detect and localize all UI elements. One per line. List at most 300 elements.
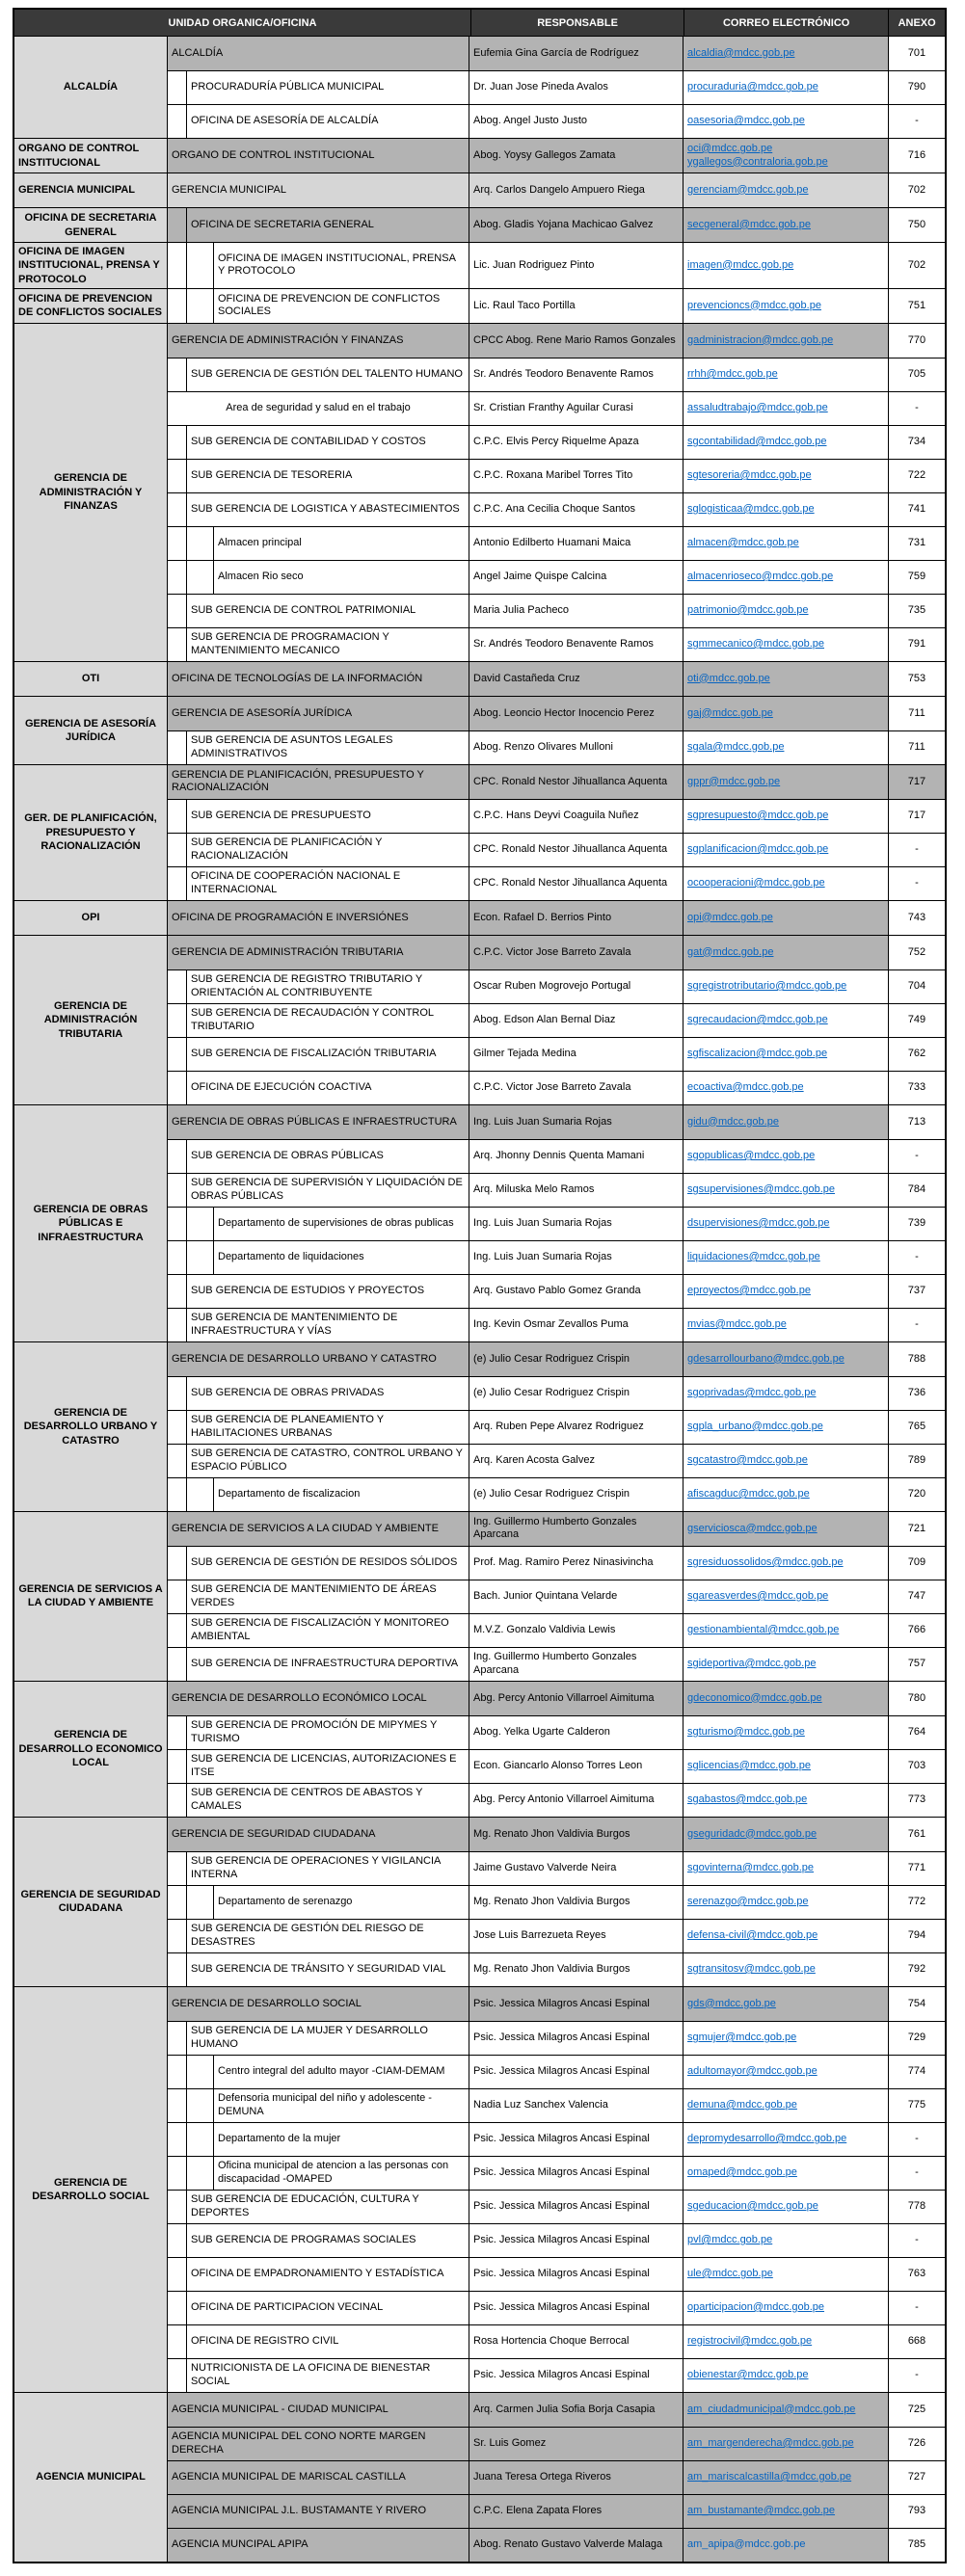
email-link[interactable]: prevencioncs@mdcc.gob.pe: [687, 299, 821, 311]
responsable-cell: Abog. Leoncio Hector Inocencio Perez: [469, 697, 684, 730]
correo-cell: [684, 2258, 889, 2291]
anexo-cell: 772: [907, 1896, 926, 1908]
directory-table: [13, 8, 947, 2563]
group-label: GERENCIA DE OBRAS PÚBLICAS E INFRAESTRUCTURA: [14, 1105, 168, 1341]
indent-spacer: [168, 800, 187, 833]
anexo-cell: 722: [907, 469, 926, 482]
office-name: OFICINA DE TECNOLOGÍAS DE LA INFORMACIÓN: [172, 672, 423, 684]
office-cell: [168, 2428, 469, 2460]
table-row: [168, 1952, 945, 1986]
email-link[interactable]: oparticipacion@mdcc.gob.pe: [687, 2301, 825, 2314]
office-cell: [168, 867, 469, 900]
email-link[interactable]: assaludtrabajo@mdcc.gob.pe: [687, 402, 828, 414]
email-link[interactable]: afiscagduc@mdcc.gob.pe: [687, 1488, 810, 1500]
responsable-cell: Sr. Cristian Franthy Aguilar Curasi: [469, 392, 684, 425]
office-name: GERENCIA DE OBRAS PÚBLICAS E INFRAESTRUCTURA: [172, 1115, 457, 1128]
office-cell: [168, 834, 469, 866]
office-name: SUB GERENCIA DE FISCALIZACIÓN TRIBUTARIA: [191, 1048, 437, 1060]
email-link[interactable]: sgcatastro@mdcc.gob.pe: [687, 1454, 808, 1467]
email-link[interactable]: ocooperacioni@mdcc.gob.pe: [687, 877, 825, 890]
email-link[interactable]: am_ciudadmunicipal@mdcc.gob.pe: [687, 2403, 856, 2415]
email-link[interactable]: sgideportiva@mdcc.gob.pe: [687, 1658, 817, 1670]
anexo-cell: 784: [907, 1183, 926, 1196]
indent-spacer: [168, 1004, 187, 1037]
group-label: GER. DE PLANIFICACIÓN, PRESUPUESTO Y RACIONALIZACIÓN: [14, 765, 168, 900]
correo-cell: [684, 2089, 889, 2122]
anexo-cell: -: [915, 115, 919, 127]
email-link[interactable]: adultomayor@mdcc.gob.pe: [687, 2065, 818, 2078]
table-row: [168, 324, 945, 358]
email-link[interactable]: gdeconomico@mdcc.gob.pe: [687, 1691, 822, 1704]
office-cell: [168, 1614, 469, 1647]
office-cell: [168, 359, 469, 391]
anexo-cell: 702: [907, 258, 926, 271]
office-name: GERENCIA DE SERVICIOS A LA CIUDAD Y AMBIENTE: [172, 1522, 439, 1534]
email-link[interactable]: gds@mdcc.gob.pe: [687, 1997, 776, 2009]
email-link[interactable]: oci@mdcc.gob.pe: [687, 142, 773, 154]
responsable-cell: Ing. Kevin Osmar Zevallos Puma: [469, 1309, 684, 1341]
group-label: GERENCIA DE SERVICIOS A LA CIUDAD Y AMBIENTE: [14, 1512, 168, 1681]
responsable-cell: C.P.C. Roxana Maribel Torres Tito: [469, 460, 684, 492]
office-cell: [168, 139, 469, 173]
email-link[interactable]: eproyectos@mdcc.gob.pe: [687, 1285, 811, 1297]
office-name: SUB GERENCIA DE REGISTRO TRIBUTARIO Y ORIENTACIÓN AL CONTRIBUYENTE: [191, 973, 423, 998]
table-row: [168, 1512, 945, 1546]
email-link[interactable]: sgplanificacion@mdcc.gob.pe: [687, 843, 829, 856]
correo-cell: [684, 901, 889, 935]
office-cell: [168, 697, 469, 730]
group-rows: [168, 289, 945, 323]
office-cell: [168, 1241, 469, 1274]
column-header-responsable: RESPONSABLE: [471, 10, 684, 36]
responsable-cell: Antonio Edilberto Huamani Maica: [469, 527, 684, 560]
unit-group: [14, 323, 945, 661]
table-row: [168, 697, 945, 730]
table-row: [168, 627, 945, 661]
unit-group: [14, 900, 945, 935]
email-link[interactable]: almacen@mdcc.gob.pe: [687, 537, 799, 549]
table-row: [168, 358, 945, 391]
group-label: GERENCIA DE DESARROLLO ECONOMICO LOCAL: [14, 1682, 168, 1817]
table-row: [168, 2055, 945, 2088]
office-name: SUB GERENCIA DE OBRAS PÚBLICAS: [191, 1150, 384, 1162]
table-row: [168, 1613, 945, 1647]
group-label: GERENCIA DE ADMINISTRACIÓN Y FINANZAS: [14, 324, 168, 661]
office-name: Departamento de la mujer: [218, 2133, 341, 2145]
email-link[interactable]: gerenciam@mdcc.gob.pe: [687, 183, 809, 196]
indent-spacer: [187, 527, 214, 560]
indent-spacer: [168, 2123, 187, 2156]
email-link[interactable]: demuna@mdcc.gob.pe: [687, 2099, 797, 2111]
email-link[interactable]: ygallegos@contraloria.gob.pe: [687, 155, 828, 168]
office-cell: [168, 1716, 469, 1749]
indent-spacer: [168, 1072, 187, 1104]
email-link[interactable]: rrhh@mdcc.gob.pe: [687, 368, 778, 381]
correo-cell: [684, 2022, 889, 2055]
correo-cell: [684, 1241, 889, 1274]
office-cell: [168, 595, 469, 627]
email-link[interactable]: gppr@mdcc.gob.pe: [687, 775, 781, 787]
indent-spacer: [168, 1174, 187, 1207]
indent-spacer: [187, 1208, 214, 1240]
column-header-correo: CORREO ELECTRÓNICO: [684, 10, 889, 36]
office-name: SUB GERENCIA DE GESTIÓN DE RESIDOS SÓLIDOS: [191, 1556, 458, 1569]
indent-spacer: [168, 359, 187, 391]
responsable-cell: Psic. Jessica Milagros Ancasi Espinal: [469, 2224, 684, 2257]
anexo-cell: 735: [907, 604, 926, 617]
correo-cell: [684, 1818, 889, 1851]
anexo-cell: -: [915, 2301, 919, 2314]
email-link[interactable]: sgtesoreria@mdcc.gob.pe: [687, 469, 812, 482]
email-link[interactable]: registrocivil@mdcc.gob.pe: [687, 2335, 813, 2348]
indent-spacer: [187, 243, 214, 288]
indent-spacer: [168, 1648, 187, 1681]
office-cell: [168, 2495, 469, 2528]
email-link[interactable]: omaped@mdcc.gob.pe: [687, 2166, 797, 2179]
office-cell: [168, 561, 469, 594]
anexo-cell: 736: [907, 1387, 926, 1399]
office-cell: [168, 731, 469, 764]
table-row: [168, 2494, 945, 2528]
indent-spacer: [168, 2325, 187, 2358]
email-link[interactable]: sgcontabilidad@mdcc.gob.pe: [687, 436, 827, 448]
anexo-cell: 764: [907, 1726, 926, 1739]
email-link[interactable]: sgovinterna@mdcc.gob.pe: [687, 1862, 815, 1874]
responsable-cell: Sr. Andrés Teodoro Benavente Ramos: [469, 359, 684, 391]
responsable-cell: M.V.Z. Gonzalo Valdivia Lewis: [469, 1614, 684, 1647]
table-row: [168, 1274, 945, 1308]
anexo-cell: 716: [907, 148, 926, 161]
correo-cell: [684, 595, 889, 627]
responsable-cell: Mg. Renato Jhon Valdivia Burgos: [469, 1953, 684, 1986]
office-cell: [168, 2022, 469, 2055]
email-link[interactable]: depromydesarrollo@mdcc.gob.pe: [687, 2133, 847, 2145]
anexo-cell: 794: [907, 1929, 926, 1942]
email-link[interactable]: gseguridadc@mdcc.gob.pe: [687, 1827, 818, 1840]
table-row: [168, 1037, 945, 1071]
indent-spacer: [168, 561, 187, 594]
email-link[interactable]: sgturismo@mdcc.gob.pe: [687, 1726, 805, 1739]
table-row: [168, 936, 945, 969]
office-cell: [168, 1478, 469, 1511]
correo-cell: [684, 1411, 889, 1444]
group-rows: [168, 662, 945, 696]
email-link[interactable]: alcaldia@mdcc.gob.pe: [687, 46, 795, 59]
email-link[interactable]: sgmmecanico@mdcc.gob.pe: [687, 638, 825, 651]
office-name: SUB GERENCIA DE TESORERIA: [191, 469, 353, 482]
email-link[interactable]: sgresiduossolidos@mdcc.gob.pe: [687, 1556, 844, 1569]
table-row: [168, 391, 945, 425]
responsable-cell: Abog. Renzo Olivares Mulloni: [469, 731, 684, 764]
unit-group: [14, 764, 945, 900]
correo-cell: [684, 208, 889, 242]
indent-spacer: [168, 1886, 187, 1919]
indent-spacer: [168, 595, 187, 627]
correo-cell: [684, 426, 889, 459]
office-cell: [168, 2292, 469, 2324]
group-label: OFICINA DE SECRETARIA GENERAL: [14, 208, 168, 242]
anexo-cell: 770: [907, 333, 926, 346]
indent-spacer: [168, 628, 187, 661]
office-cell: [168, 2089, 469, 2122]
group-label: GERENCIA MUNICIPAL: [14, 173, 168, 207]
group-label: GERENCIA DE ASESORÍA JURÍDICA: [14, 697, 168, 764]
indent-spacer: [168, 1478, 187, 1511]
email-link[interactable]: secgeneral@mdcc.gob.pe: [687, 218, 811, 230]
correo-cell: [684, 359, 889, 391]
office-name: AGENCIA MUNICIPAL DEL CONO NORTE MARGEN DERECHA: [172, 2430, 426, 2456]
office-name: Defensoria municipal del niño y adolescente - DEMUNA: [218, 2092, 432, 2117]
anexo-cell: 743: [907, 911, 926, 923]
office-name: AGENCIA MUNICIPAL DE MARISCAL CASTILLA: [172, 2471, 406, 2483]
responsable-cell: C.P.C. Ana Cecilia Choque Santos: [469, 493, 684, 526]
anexo-cell: 788: [907, 1352, 926, 1365]
correo-cell: [684, 2056, 889, 2088]
email-link[interactable]: sgtransitosv@mdcc.gob.pe: [687, 1963, 816, 1976]
unit-group: [14, 2392, 945, 2562]
responsable-cell: David Castañeda Cruz: [469, 662, 684, 696]
responsable-cell: Lic. Juan Rodriguez Pinto: [469, 243, 684, 288]
email-link[interactable]: sgmujer@mdcc.gob.pe: [687, 2032, 797, 2044]
responsable-cell: Dr. Juan Jose Pineda Avalos: [469, 71, 684, 104]
email-link[interactable]: procuraduria@mdcc.gob.pe: [687, 81, 818, 93]
indent-spacer: [187, 2089, 214, 2122]
responsable-cell: Jaime Gustavo Valverde Neira: [469, 1852, 684, 1885]
responsable-cell: Bach. Junior Quintana Velarde: [469, 1580, 684, 1613]
correo-cell: [684, 1784, 889, 1817]
anexo-cell: -: [915, 1150, 919, 1162]
responsable-cell: Psic. Jessica Milagros Ancasi Espinal: [469, 2191, 684, 2223]
indent-spacer: [168, 1784, 187, 1817]
responsable-cell: Mg. Renato Jhon Valdivia Burgos: [469, 1818, 684, 1851]
office-name: GERENCIA DE DESARROLLO SOCIAL: [172, 1997, 362, 2009]
table-row: [168, 1173, 945, 1207]
office-name: SUB GERENCIA DE CONTROL PATRIMONIAL: [191, 604, 416, 617]
indent-spacer: [168, 71, 187, 104]
correo-cell: [684, 2359, 889, 2392]
office-name: SUB GERENCIA DE GESTIÓN DEL TALENTO HUMANO: [191, 368, 463, 381]
office-name: SUB GERENCIA DE LOGISTICA Y ABASTECIMIENTOS: [191, 503, 460, 516]
email-link[interactable]: liquidaciones@mdcc.gob.pe: [687, 1251, 820, 1263]
email-link[interactable]: am_apipa@mdcc.gob.pe: [687, 2538, 806, 2551]
indent-spacer: [168, 1241, 187, 1274]
correo-cell: [684, 561, 889, 594]
email-link[interactable]: sgrecaudacion@mdcc.gob.pe: [687, 1014, 828, 1026]
email-link[interactable]: sgfiscalizacion@mdcc.gob.pe: [687, 1048, 828, 1060]
table-row: [168, 799, 945, 833]
office-name: SUB GERENCIA DE TRÁNSITO Y SEGURIDAD VIAL: [191, 1963, 446, 1976]
office-name: OFICINA DE EJECUCIÓN COACTIVA: [191, 1081, 372, 1094]
table-row: [168, 243, 945, 288]
office-cell: [168, 1342, 469, 1376]
email-link[interactable]: ule@mdcc.gob.pe: [687, 2268, 773, 2280]
table-row: [168, 560, 945, 594]
table-row: [168, 104, 945, 138]
anexo-cell: -: [915, 2166, 919, 2179]
anexo-cell: 749: [907, 1014, 926, 1026]
table-row: [168, 2021, 945, 2055]
office-name: NUTRICIONISTA DE LA OFICINA DE BIENESTAR SOCIAL: [191, 2362, 431, 2387]
unit-group: [14, 242, 945, 288]
email-link[interactable]: sglicencias@mdcc.gob.pe: [687, 1760, 811, 1772]
unit-group: [14, 207, 945, 242]
responsable-cell: C.P.C. Hans Deyvi Coaguila Nuñez: [469, 800, 684, 833]
email-link[interactable]: am_margenderecha@mdcc.gob.pe: [687, 2437, 854, 2450]
email-link[interactable]: sgpla_urbano@mdcc.gob.pe: [687, 1421, 823, 1433]
unit-group: [14, 1511, 945, 1681]
office-cell: [168, 1987, 469, 2021]
email-link[interactable]: oti@mdcc.gob.pe: [687, 672, 770, 684]
responsable-cell: Arq. Karen Acosta Galvez: [469, 1445, 684, 1477]
anexo-cell: 747: [907, 1590, 926, 1603]
email-link[interactable]: gserviciosca@mdcc.gob.pe: [687, 1522, 818, 1534]
email-link[interactable]: sgabastos@mdcc.gob.pe: [687, 1793, 808, 1806]
correo-cell: [684, 1750, 889, 1783]
email-link[interactable]: defensa-civil@mdcc.gob.pe: [687, 1929, 818, 1942]
email-link[interactable]: mvias@mdcc.gob.pe: [687, 1318, 787, 1331]
table-row: [168, 1071, 945, 1104]
email-link[interactable]: gadministracion@mdcc.gob.pe: [687, 333, 834, 346]
email-link[interactable]: pvl@mdcc.gob.pe: [687, 2234, 773, 2246]
responsable-cell: Econ. Giancarlo Alonso Torres Leon: [469, 1750, 684, 1783]
indent-spacer: [168, 1716, 187, 1749]
correo-cell: [684, 324, 889, 358]
office-name: SUB GERENCIA DE CATASTRO, CONTROL URBANO Y ESPACIO PÚBLICO: [191, 1447, 463, 1473]
anexo-cell: 789: [907, 1454, 926, 1467]
table-row: [168, 1477, 945, 1511]
email-link[interactable]: sgala@mdcc.gob.pe: [687, 741, 785, 754]
group-rows: [168, 1105, 945, 1341]
unit-group: [14, 1341, 945, 1511]
responsable-cell: Rosa Hortencia Choque Berrocal: [469, 2325, 684, 2358]
table-row: [168, 2088, 945, 2122]
email-link[interactable]: sgpresupuesto@mdcc.gob.pe: [687, 810, 829, 822]
email-link[interactable]: obienestar@mdcc.gob.pe: [687, 2369, 809, 2381]
email-link[interactable]: sgeducacion@mdcc.gob.pe: [687, 2200, 818, 2213]
office-cell: [168, 970, 469, 1003]
office-name: OFICINA DE PARTICIPACION VECINAL: [191, 2301, 384, 2314]
table-row: [168, 1715, 945, 1749]
indent-spacer: [168, 208, 187, 242]
correo-cell: [684, 1614, 889, 1647]
responsable-cell: CPC. Ronald Nestor Jihuallanca Aquenta: [469, 765, 684, 799]
responsable-cell: C.P.C. Victor Jose Barreto Zavala: [469, 1072, 684, 1104]
responsable-cell: Abog. Gladis Yojana Machicao Galvez: [469, 208, 684, 242]
correo-cell: [684, 1648, 889, 1681]
anexo-cell: 720: [907, 1488, 926, 1500]
group-rows: [168, 324, 945, 661]
table-row: [168, 1207, 945, 1240]
email-link[interactable]: sgopublicas@mdcc.gob.pe: [687, 1150, 816, 1162]
anexo-cell: 790: [907, 81, 926, 93]
email-link[interactable]: sglogisticaa@mdcc.gob.pe: [687, 503, 815, 516]
anexo-cell: 741: [907, 503, 926, 516]
responsable-cell: Maria Julia Pacheco: [469, 595, 684, 627]
table-row: [168, 901, 945, 935]
group-rows: [168, 901, 945, 935]
correo-cell: [684, 2393, 889, 2427]
email-link[interactable]: opi@mdcc.gob.pe: [687, 911, 773, 923]
correo-cell: [684, 289, 889, 323]
responsable-cell: Oscar Ruben Mogrovejo Portugal: [469, 970, 684, 1003]
correo-cell: [684, 37, 889, 70]
email-link[interactable]: gdesarrollourbano@mdcc.gob.pe: [687, 1352, 844, 1365]
email-link[interactable]: almacenrioseco@mdcc.gob.pe: [687, 571, 834, 583]
table-row: [168, 2122, 945, 2156]
email-link[interactable]: gidu@mdcc.gob.pe: [687, 1115, 779, 1128]
group-rows: [168, 697, 945, 764]
email-link[interactable]: sgregistrotributario@mdcc.gob.pe: [687, 980, 847, 993]
unit-group: [14, 288, 945, 323]
anexo-cell: -: [915, 2369, 919, 2381]
unit-group: [14, 36, 945, 138]
correo-cell: [684, 2529, 889, 2562]
anexo-cell: 778: [907, 2200, 926, 2213]
office-name: GERENCIA DE ASESORÍA JURÍDICA: [172, 706, 353, 719]
responsable-cell: CPC. Ronald Nestor Jihuallanca Aquenta: [469, 834, 684, 866]
email-link[interactable]: imagen@mdcc.gob.pe: [687, 258, 794, 271]
unit-group: [14, 1104, 945, 1341]
group-rows: [168, 1682, 945, 1817]
email-link[interactable]: sgsupervisiones@mdcc.gob.pe: [687, 1183, 836, 1196]
office-name: SUB GERENCIA DE INFRAESTRUCTURA DEPORTIVA: [191, 1658, 459, 1670]
email-link[interactable]: gat@mdcc.gob.pe: [687, 945, 774, 958]
office-cell: [168, 1580, 469, 1613]
group-rows: [168, 1342, 945, 1511]
office-cell: [168, 527, 469, 560]
office-cell: [168, 1953, 469, 1986]
table-row: [168, 526, 945, 560]
table-row: [168, 2393, 945, 2427]
email-link[interactable]: dsupervisiones@mdcc.gob.pe: [687, 1217, 830, 1230]
responsable-cell: (e) Julio Cesar Rodriguez Crispin: [469, 1342, 684, 1376]
correo-cell: [684, 139, 889, 173]
email-link[interactable]: gestionambiental@mdcc.gob.pe: [687, 1624, 840, 1636]
email-link[interactable]: ecoactiva@mdcc.gob.pe: [687, 1081, 804, 1094]
email-link[interactable]: sgareasverdes@mdcc.gob.pe: [687, 1590, 829, 1603]
anexo-cell: 701: [907, 46, 926, 59]
email-link[interactable]: serenazgo@mdcc.gob.pe: [687, 1896, 809, 1908]
email-link[interactable]: am_bustamante@mdcc.gob.pe: [687, 2505, 836, 2517]
correo-cell: [684, 1512, 889, 1546]
correo-cell: [684, 2292, 889, 2324]
office-cell: [168, 2191, 469, 2223]
correo-cell: [684, 800, 889, 833]
email-link[interactable]: gaj@mdcc.gob.pe: [687, 706, 773, 719]
email-link[interactable]: am_mariscalcastilla@mdcc.gob.pe: [687, 2471, 852, 2483]
correo-cell: [684, 1105, 889, 1139]
table-row: [168, 289, 945, 323]
anexo-cell: 780: [907, 1691, 926, 1704]
email-link[interactable]: patrimonio@mdcc.gob.pe: [687, 604, 809, 617]
indent-spacer: [168, 2258, 187, 2291]
office-name: SUB GERENCIA DE CENTROS DE ABASTOS Y CAMALES: [191, 1787, 423, 1812]
office-name: SUB GERENCIA DE RECAUDACIÓN Y CONTROL TRIBUTARIO: [191, 1007, 434, 1032]
correo-cell: [684, 765, 889, 799]
office-cell: [168, 1920, 469, 1952]
office-cell: [168, 628, 469, 661]
indent-spacer: [168, 1614, 187, 1647]
office-name: SUB GERENCIA DE ASUNTOS LEGALES ADMINISTRATIVOS: [191, 734, 393, 759]
correo-cell: [684, 1886, 889, 1919]
table-row: [168, 2223, 945, 2257]
anexo-cell: 785: [907, 2538, 926, 2551]
email-link[interactable]: sgoprivadas@mdcc.gob.pe: [687, 1387, 817, 1399]
email-link[interactable]: oasesoria@mdcc.gob.pe: [687, 115, 805, 127]
correo-cell: [684, 2191, 889, 2223]
group-label: ORGANO DE CONTROL INSTITUCIONAL: [14, 139, 168, 173]
correo-cell: [684, 2325, 889, 2358]
